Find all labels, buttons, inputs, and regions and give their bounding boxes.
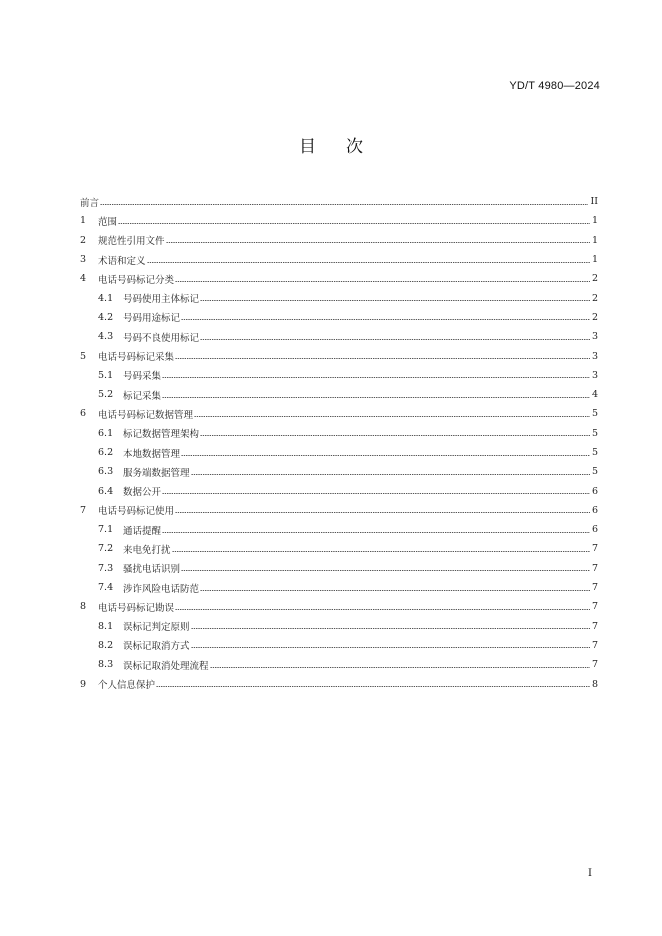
toc-entry-page: 6 — [591, 524, 598, 536]
toc-entry[interactable] — [80, 578, 598, 597]
toc-entry-title: 范围 — [98, 216, 118, 228]
toc-entry[interactable] — [80, 501, 598, 520]
toc-dot-leader — [147, 262, 590, 263]
toc-entry[interactable] — [80, 481, 598, 500]
toc-entry-number: 7 — [80, 504, 87, 516]
toc-entry-title: 电话号码标记使用 — [98, 506, 175, 518]
toc-entry[interactable] — [80, 231, 598, 250]
toc-entry[interactable] — [80, 559, 598, 578]
toc-entry[interactable] — [80, 674, 598, 693]
toc-entry-number: 7.1 — [98, 524, 114, 536]
toc-entry-title: 误标记取消处理流程 — [123, 660, 209, 672]
toc-entry-number: 8.3 — [98, 659, 114, 671]
toc-dot-leader — [162, 377, 590, 378]
toc-entry-title: 个人信息保护 — [98, 680, 156, 692]
toc-entry-title: 数据公开 — [123, 487, 162, 499]
toc-entry-title: 通话提醒 — [123, 525, 162, 537]
toc-entry-title: 规范性引用文件 — [98, 236, 165, 248]
toc-entry-number: 7.4 — [98, 582, 114, 594]
toc-entry-number: 4.3 — [98, 331, 114, 343]
toc-title: 目次 — [299, 137, 393, 157]
toc-entry-number: 4 — [80, 273, 87, 285]
toc-entry-title: 前言 — [80, 197, 100, 209]
toc-entry-page: 5 — [591, 466, 598, 478]
toc-entry-title: 来电免打扰 — [123, 544, 171, 556]
toc-entry-title: 电话号码标记采集 — [98, 352, 175, 364]
toc-entry[interactable] — [80, 308, 598, 327]
toc-entry-page: 1 — [591, 215, 598, 227]
toc-dot-leader — [200, 435, 590, 436]
toc-entry-page: 7 — [591, 562, 598, 574]
toc-entry-title: 误标记取消方式 — [123, 641, 190, 653]
toc-dot-leader — [100, 204, 588, 205]
toc-entry-title: 号码使用主体标记 — [123, 294, 200, 306]
toc-dot-leader — [191, 628, 590, 629]
toc-dot-leader — [181, 455, 590, 456]
toc-entry-number: 6.2 — [98, 447, 114, 458]
toc-dot-leader — [194, 416, 590, 417]
toc-entry-number: 2 — [80, 234, 87, 246]
toc-entry-page: 5 — [591, 408, 598, 420]
toc-dot-leader — [181, 319, 590, 320]
toc-dot-leader — [175, 609, 590, 610]
toc-entry[interactable] — [80, 404, 598, 423]
toc-entry-number: 1 — [80, 215, 87, 227]
toc-entry[interactable] — [80, 520, 598, 539]
toc-entry[interactable] — [80, 269, 598, 288]
toc-dot-leader — [191, 474, 590, 475]
toc-entry-page: 7 — [591, 639, 598, 651]
toc-entry-title: 电话号码标记勘误 — [98, 602, 175, 614]
toc-entry-number: 6.3 — [98, 466, 114, 478]
toc-entry-title: 涉诈风险电话防范 — [123, 583, 200, 595]
toc-entry[interactable] — [80, 288, 598, 307]
toc-entry-title: 电话号码标记分类 — [98, 274, 175, 286]
toc-dot-leader — [210, 667, 590, 668]
toc-dot-leader — [191, 647, 590, 648]
toc-dot-leader — [162, 493, 590, 494]
toc-entry-page: 5 — [591, 447, 598, 458]
toc-entry-page: 4 — [591, 389, 598, 401]
toc-entry-title: 本地数据管理 — [123, 448, 181, 460]
toc-entry[interactable] — [80, 192, 598, 211]
toc-entry-number: 9 — [80, 678, 87, 690]
toc-entry-number: 3 — [80, 254, 87, 266]
toc-entry-number: 8 — [80, 601, 87, 613]
toc-dot-leader — [200, 300, 590, 301]
toc-entry-number: 5.2 — [98, 389, 114, 401]
toc-dot-leader — [200, 339, 590, 340]
toc-entry-title: 号码采集 — [123, 371, 162, 383]
document-code: YD/T 4980—2024 — [509, 80, 600, 92]
toc-entry-title: 号码用途标记 — [123, 313, 181, 325]
toc-entry-page: 2 — [591, 292, 598, 304]
toc-entry-number: 8.1 — [98, 620, 114, 632]
toc-dot-leader — [200, 590, 590, 591]
toc-entry-page: 7 — [591, 601, 598, 613]
toc-entry-number: 6 — [80, 408, 87, 420]
toc-entry[interactable] — [80, 462, 598, 481]
toc-dot-leader — [166, 242, 590, 243]
toc-entry-page: 3 — [591, 350, 598, 362]
toc-entry[interactable] — [80, 443, 598, 462]
toc-entry-title: 标记采集 — [123, 390, 162, 402]
toc-entry[interactable] — [80, 597, 598, 616]
toc-entry[interactable] — [80, 655, 598, 674]
toc-entry[interactable] — [80, 346, 598, 365]
toc-dot-leader — [118, 223, 590, 224]
toc-entry-title: 电话号码标记数据管理 — [98, 409, 194, 421]
toc-entry[interactable] — [80, 539, 598, 558]
toc-dot-leader — [181, 570, 590, 571]
toc-entry-page: 3 — [591, 331, 598, 343]
toc-entry-page: 6 — [591, 504, 598, 516]
toc-entry-page: 6 — [591, 485, 598, 497]
table-of-contents — [80, 192, 598, 694]
toc-entry-page: 7 — [591, 620, 598, 632]
toc-entry-number: 4.1 — [98, 292, 114, 304]
toc-entry-title: 骚扰电话识别 — [123, 564, 181, 576]
toc-entry-number: 4.2 — [98, 311, 114, 323]
toc-entry-page: 7 — [591, 582, 598, 594]
toc-dot-leader — [162, 532, 590, 533]
toc-entry-number: 5.1 — [98, 369, 114, 381]
toc-entry-page: 2 — [591, 273, 598, 285]
toc-entry-page: II — [590, 196, 598, 208]
toc-entry-number: 6.1 — [98, 427, 114, 439]
toc-entry-number: 7.2 — [98, 543, 114, 555]
toc-entry-page: 1 — [591, 254, 598, 266]
toc-dot-leader — [162, 397, 590, 398]
toc-entry[interactable] — [80, 211, 598, 230]
page-number: I — [588, 868, 592, 879]
toc-dot-leader — [175, 358, 590, 359]
toc-entry-page: 2 — [591, 311, 598, 323]
toc-entry[interactable] — [80, 250, 598, 269]
toc-entry-page: 5 — [591, 427, 598, 439]
toc-entry-title: 号码不良使用标记 — [123, 332, 200, 344]
toc-entry-number: 7.3 — [98, 562, 114, 574]
toc-entry-title: 术语和定义 — [98, 255, 146, 267]
toc-entry[interactable] — [80, 327, 598, 346]
toc-entry-number: 8.2 — [98, 639, 114, 651]
toc-entry-number: 5 — [80, 350, 87, 362]
toc-entry-number: 6.4 — [98, 485, 114, 497]
toc-entry-title: 误标记判定原则 — [123, 622, 190, 634]
toc-entry[interactable] — [80, 617, 598, 636]
toc-entry[interactable] — [80, 385, 598, 404]
toc-entry-title: 标记数据管理架构 — [123, 429, 200, 441]
toc-entry[interactable] — [80, 366, 598, 385]
toc-entry-title: 服务端数据管理 — [123, 467, 190, 479]
toc-dot-leader — [172, 551, 590, 552]
toc-entry[interactable] — [80, 636, 598, 655]
toc-entry-page: 7 — [591, 659, 598, 671]
toc-entry-page: 8 — [591, 678, 598, 690]
toc-entry-page: 3 — [591, 369, 598, 381]
toc-entry[interactable] — [80, 424, 598, 443]
toc-entry-page: 7 — [591, 543, 598, 555]
toc-dot-leader — [156, 686, 590, 687]
toc-dot-leader — [175, 281, 590, 282]
toc-dot-leader — [175, 512, 590, 513]
toc-entry-page: 1 — [591, 234, 598, 246]
